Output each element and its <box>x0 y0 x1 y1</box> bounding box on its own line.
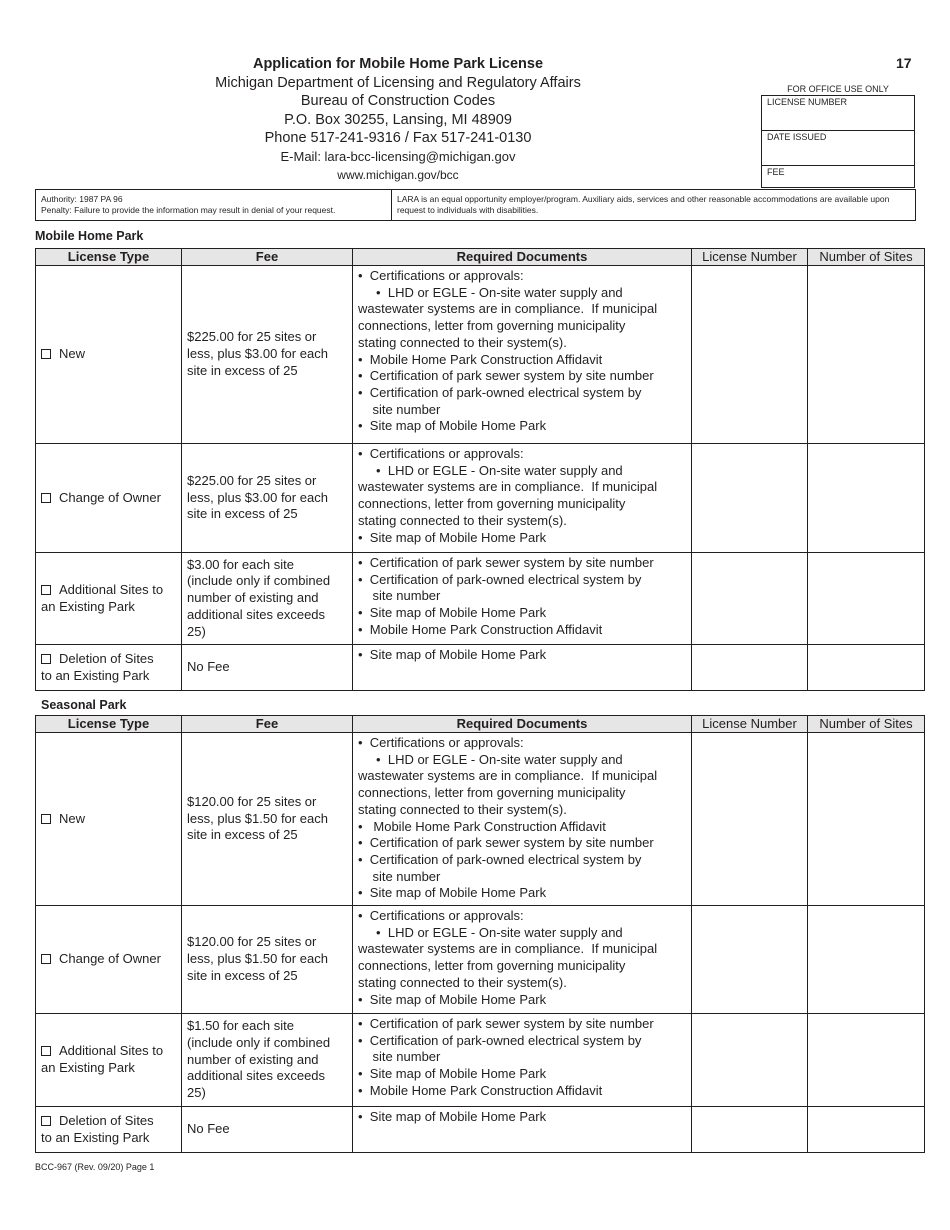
license-type-label: an Existing Park <box>41 598 135 614</box>
document-item: stating connected to their system(s). <box>358 801 567 817</box>
checkbox[interactable] <box>41 493 51 503</box>
seasonal-park-table <box>35 715 925 1153</box>
fee-line: $1.50 for each site <box>187 1018 294 1034</box>
document-item: stating connected to their system(s). <box>358 512 567 528</box>
license-type-label: Additional Sites to <box>59 1043 164 1059</box>
col-fee: Fee <box>182 249 353 266</box>
license-type-line <box>41 1043 176 1060</box>
document-item: • Certification of park-owned electrical system by <box>358 851 642 867</box>
fee-cell <box>182 1014 353 1107</box>
col-fee: Fee <box>182 716 353 733</box>
fee-line: number of existing and <box>187 590 319 606</box>
fee-cell <box>182 553 353 645</box>
license-type-cell[interactable] <box>36 553 182 645</box>
fee-line: site in excess of 25 <box>187 506 298 522</box>
document-item: • Site map of Mobile Home Park <box>358 605 547 621</box>
license-number-input[interactable] <box>692 1014 808 1107</box>
document-item: • Certification of park-owned electrical system by <box>358 571 642 587</box>
required-documents-cell <box>353 1014 692 1107</box>
document-item: • Site map of Mobile Home Park <box>358 1109 547 1124</box>
fee-line: $3.00 for each site <box>187 556 294 572</box>
license-type-line <box>41 599 176 616</box>
license-type-line <box>41 1060 176 1077</box>
fee-cell <box>182 733 353 906</box>
document-item: connections, letter from governing municipality <box>358 496 626 512</box>
license-type-cell[interactable] <box>36 733 182 906</box>
page-number: 17 <box>896 55 912 71</box>
license-type-line <box>41 346 176 363</box>
license-type-line <box>41 811 176 828</box>
license-type-line <box>41 1113 176 1130</box>
table-row <box>36 1107 925 1153</box>
license-type-label: Change of Owner <box>59 489 161 505</box>
fee-line: less, plus $1.50 for each <box>187 810 328 826</box>
col-required-documents: Required Documents <box>353 249 692 266</box>
fee-line: number of existing and <box>187 1051 319 1067</box>
authority-text: Authority: 1987 PA 96 <box>41 194 123 204</box>
required-documents-cell <box>353 553 692 645</box>
license-type-line <box>41 490 176 507</box>
document-item: • Certification of park-owned electrical system by <box>358 384 642 400</box>
document-item: wastewater systems are in compliance. If municipal <box>358 479 658 495</box>
fee-cell <box>182 1107 353 1153</box>
fee-line: No Fee <box>187 659 230 675</box>
document-item: • Certification of park sewer system by site number <box>358 835 654 851</box>
license-number-input[interactable] <box>692 1107 808 1153</box>
document-item: connections, letter from governing municipality <box>358 785 626 801</box>
table-row <box>36 1014 925 1107</box>
document-item: site number <box>358 588 441 604</box>
office-use-box <box>761 95 915 188</box>
fee-line: $120.00 for 25 sites or <box>187 934 317 950</box>
license-type-label: to an Existing Park <box>41 1129 150 1145</box>
form-header <box>150 55 646 185</box>
number-of-sites-input[interactable] <box>808 444 925 553</box>
required-documents-cell <box>353 444 692 553</box>
col-license-type: License Type <box>36 249 182 266</box>
number-of-sites-input[interactable] <box>808 733 925 906</box>
table-row <box>36 906 925 1014</box>
document-item: • Certifications or approvals: <box>358 735 524 750</box>
fee-line: 25) <box>187 623 206 639</box>
equal-opportunity-text: LARA is an equal opportunity employer/program. Auxiliary aids, services and other reasonable accommodations are available upon request to individuals with disabilities. <box>397 194 890 215</box>
fee-line: less, plus $3.00 for each <box>187 346 328 362</box>
seasonal-park-title: Seasonal Park <box>41 698 127 712</box>
license-type-line <box>41 951 176 968</box>
fee-line: less, plus $3.00 for each <box>187 489 328 505</box>
fee-line: additional sites exceeds <box>187 1068 326 1084</box>
fee-cell <box>182 444 353 553</box>
checkbox[interactable] <box>41 585 51 595</box>
document-item: • Site map of Mobile Home Park <box>358 418 547 434</box>
license-type-line <box>41 651 176 668</box>
license-number-input[interactable] <box>692 553 808 645</box>
fee-line: site in excess of 25 <box>187 827 298 843</box>
website-url: www.michigan.gov/bcc <box>337 168 459 182</box>
license-number-input[interactable] <box>692 906 808 1014</box>
license-type-cell[interactable] <box>36 645 182 691</box>
document-item: • Certifications or approvals: <box>358 268 524 283</box>
license-type-cell[interactable] <box>36 1107 182 1153</box>
fee-cell <box>182 266 353 444</box>
mailing-address: P.O. Box 30255, Lansing, MI 48909 <box>284 111 512 128</box>
table-row <box>36 266 925 444</box>
table-row <box>36 645 925 691</box>
mobile-home-park-title: Mobile Home Park <box>35 229 144 243</box>
document-item: connections, letter from governing municipality <box>358 958 626 974</box>
number-of-sites-input[interactable] <box>808 1107 925 1153</box>
document-item: • LHD or EGLE - On-site water supply and <box>358 924 623 940</box>
table-row <box>36 444 925 553</box>
document-item: • LHD or EGLE - On-site water supply and <box>358 462 623 478</box>
license-type-line <box>41 668 176 685</box>
col-license-type: License Type <box>36 716 182 733</box>
email-address: E-Mail: lara-bcc-licensing@michigan.gov <box>280 148 516 164</box>
required-documents-cell <box>353 1107 692 1153</box>
fee-line: $225.00 for 25 sites or <box>187 329 317 345</box>
document-item: • Mobile Home Park Construction Affidavit <box>358 351 603 367</box>
number-of-sites-input[interactable] <box>808 906 925 1014</box>
document-item: stating connected to their system(s). <box>358 974 567 990</box>
col-license-number: License Number <box>692 249 808 266</box>
number-of-sites-input[interactable] <box>808 266 925 444</box>
col-number-of-sites: Number of Sites <box>808 716 925 733</box>
date-issued-field: DATE ISSUED <box>762 131 914 166</box>
document-item: • Certifications or approvals: <box>358 908 524 923</box>
penalty-text: Penalty: Failure to provide the information may result in denial of your request. <box>41 205 336 215</box>
checkbox[interactable] <box>41 349 51 359</box>
fee-line: (include only if combined <box>187 1034 331 1050</box>
document-item: • Mobile Home Park Construction Affidavit <box>358 818 606 834</box>
document-item: site number <box>358 868 441 884</box>
license-type-line <box>41 1130 176 1147</box>
document-item: • Mobile Home Park Construction Affidavit <box>358 1082 603 1098</box>
fee-line: site in excess of 25 <box>187 362 298 378</box>
col-required-documents: Required Documents <box>353 716 692 733</box>
document-item: • Certifications or approvals: <box>358 446 524 461</box>
license-type-label: Additional Sites to <box>59 581 164 597</box>
required-documents-cell <box>353 645 692 691</box>
checkbox[interactable] <box>41 814 51 824</box>
license-type-cell[interactable] <box>36 906 182 1014</box>
number-of-sites-input[interactable] <box>808 553 925 645</box>
license-number-input[interactable] <box>692 645 808 691</box>
license-type-label: New <box>59 346 86 362</box>
document-item: stating connected to their system(s). <box>358 334 567 350</box>
phone-fax: Phone 517-241-9316 / Fax 517-241-0130 <box>264 130 532 146</box>
mobile-home-park-table <box>35 248 925 691</box>
license-number-input[interactable] <box>692 444 808 553</box>
license-type-label: an Existing Park <box>41 1060 135 1075</box>
fee-field: FEE <box>767 167 785 177</box>
fee-line: additional sites exceeds <box>187 606 326 622</box>
license-type-cell[interactable] <box>36 444 182 553</box>
license-type-label: Deletion of Sites <box>59 650 154 666</box>
document-item: • Site map of Mobile Home Park <box>358 1066 547 1082</box>
checkbox[interactable] <box>41 1046 51 1056</box>
col-license-number: License Number <box>692 716 808 733</box>
document-item: • LHD or EGLE - On-site water supply and <box>358 751 623 767</box>
checkbox[interactable] <box>41 654 51 664</box>
required-documents-cell <box>353 266 692 444</box>
license-type-label: New <box>59 810 86 826</box>
fee-cell <box>182 906 353 1014</box>
document-item: wastewater systems are in compliance. If municipal <box>358 941 658 957</box>
required-documents-cell <box>353 733 692 906</box>
department-name: Michigan Department of Licensing and Regulatory Affairs <box>215 74 581 91</box>
license-number-input[interactable] <box>692 733 808 906</box>
required-documents-cell <box>353 906 692 1014</box>
col-number-of-sites: Number of Sites <box>808 249 925 266</box>
document-item: • Certification of park sewer system by site number <box>358 555 654 570</box>
document-item: • Mobile Home Park Construction Affidavit <box>358 621 603 637</box>
license-type-line <box>41 582 176 599</box>
fee-line: (include only if combined <box>187 573 331 589</box>
fee-cell <box>182 645 353 691</box>
document-item: • Certification of park-owned electrical system by <box>358 1032 642 1048</box>
fee-line: 25) <box>187 1085 206 1101</box>
table-row <box>36 553 925 645</box>
document-item: • LHD or EGLE - On-site water supply and <box>358 284 623 300</box>
document-item: • Site map of Mobile Home Park <box>358 991 547 1007</box>
document-item: wastewater systems are in compliance. If municipal <box>358 768 658 784</box>
license-number-input[interactable] <box>692 266 808 444</box>
document-item: • Certification of park sewer system by site number <box>358 1016 654 1031</box>
document-item: site number <box>358 1049 441 1065</box>
table-row <box>36 733 925 906</box>
license-type-cell[interactable] <box>36 1014 182 1107</box>
license-type-label: to an Existing Park <box>41 667 150 683</box>
fee-line: $225.00 for 25 sites or <box>187 472 317 488</box>
fee-line: less, plus $1.50 for each <box>187 951 328 967</box>
document-item: connections, letter from governing municipality <box>358 318 626 334</box>
fee-line: $120.00 for 25 sites or <box>187 793 317 809</box>
document-item: • Certification of park sewer system by site number <box>358 368 654 384</box>
office-use-caption: FOR OFFICE USE ONLY <box>787 84 889 94</box>
license-number-field: LICENSE NUMBER <box>762 96 914 131</box>
number-of-sites-input[interactable] <box>808 1014 925 1107</box>
fee-line: site in excess of 25 <box>187 967 298 983</box>
bureau-name: Bureau of Construction Codes <box>300 93 496 109</box>
license-type-label: Change of Owner <box>59 951 161 967</box>
form-footer: BCC-967 (Rev. 09/20) Page 1 <box>35 1162 155 1172</box>
checkbox[interactable] <box>41 1116 51 1126</box>
form-title: Application for Mobile Home Park License <box>252 56 544 72</box>
document-item: site number <box>358 401 441 417</box>
license-type-cell[interactable] <box>36 266 182 444</box>
document-item: • Site map of Mobile Home Park <box>358 885 547 901</box>
document-item: wastewater systems are in compliance. If municipal <box>358 301 658 317</box>
license-type-label: Deletion of Sites <box>59 1112 154 1128</box>
authority-box <box>35 189 916 221</box>
fee-line: No Fee <box>187 1121 230 1137</box>
document-item: • Site map of Mobile Home Park <box>358 647 547 662</box>
document-item: • Site map of Mobile Home Park <box>358 529 547 545</box>
number-of-sites-input[interactable] <box>808 645 925 691</box>
checkbox[interactable] <box>41 954 51 964</box>
